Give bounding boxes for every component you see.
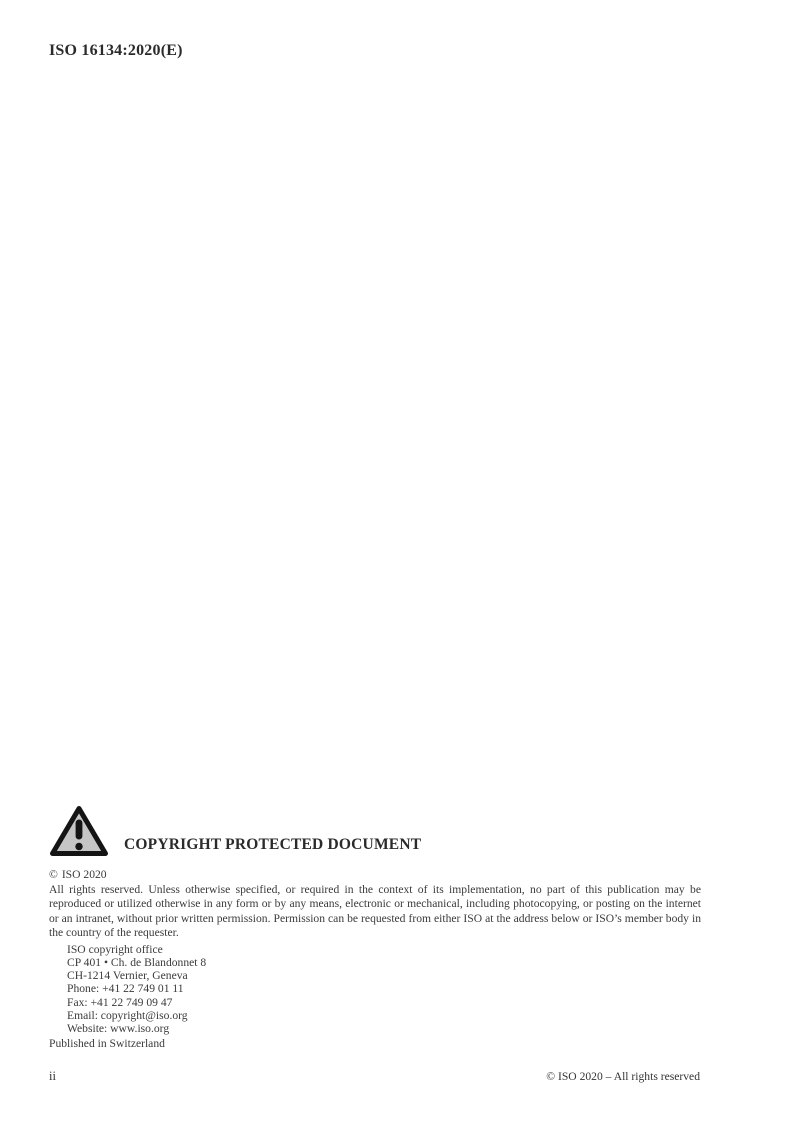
address-line-email: Email: copyright@iso.org (67, 1008, 188, 1022)
warning-triangle-icon (49, 805, 109, 857)
iso-address-block (67, 943, 701, 1035)
copyright-body-paragraph: All rights reserved. Unless otherwise specified, or required in the context of its implementation, no part of this publication may be reproduced or utilized otherwise in any form or by any means, electronic or mechanical, including photocopying, or posting on the internet or an intranet, without prior written permission. Permission can be requested from either ISO at the address below or ISO’s member body in the country of the requester. (49, 883, 701, 939)
copyright-protected-section (49, 805, 701, 1050)
copyright-protected-title: COPYRIGHT PROTECTED DOCUMENT (124, 836, 422, 853)
copyright-symbol: © (49, 868, 58, 881)
address-line-phone: Phone: +41 22 749 01 11 (67, 982, 184, 996)
address-line-office: ISO copyright office (67, 943, 163, 957)
copyright-notice-line (49, 868, 701, 881)
document-reference-header: ISO 16134:2020(E) (49, 42, 183, 59)
footer-page-number: ii (49, 1069, 56, 1083)
copyright-year: ISO 2020 (61, 868, 107, 881)
address-line-website: Website: www.iso.org (67, 1021, 170, 1035)
address-line-city: CH-1214 Vernier, Geneva (67, 969, 188, 983)
copyright-title-row (49, 805, 701, 857)
published-in-line: Published in Switzerland (49, 1036, 165, 1050)
address-line-street: CP 401 • Ch. de Blandonnet 8 (67, 956, 207, 970)
footer-copyright-notice: © ISO 2020 – All rights reserved (546, 1070, 700, 1083)
address-line-fax: Fax: +41 22 749 09 47 (67, 995, 173, 1009)
